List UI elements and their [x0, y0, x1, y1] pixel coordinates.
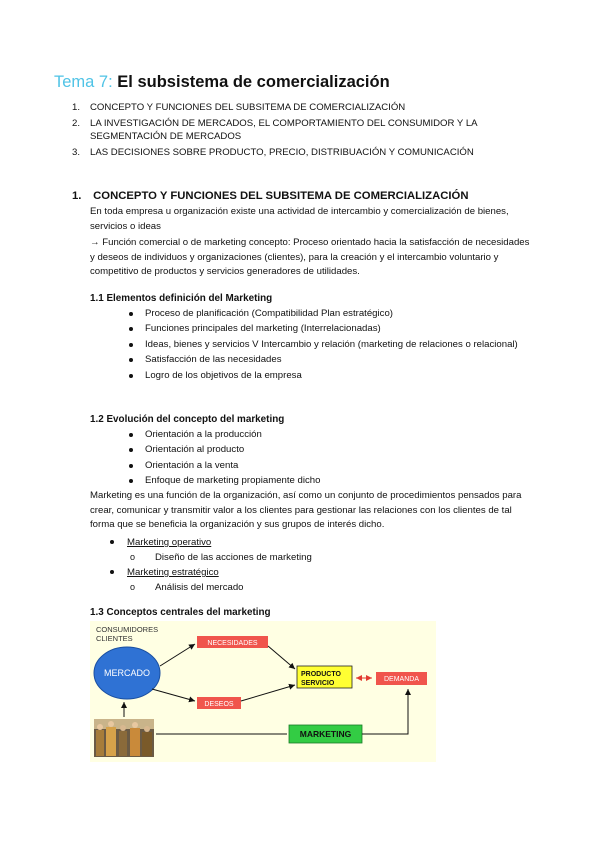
diagram-svg [90, 621, 436, 762]
subsection-heading-1-1: 1.1 Elementos definición del Marketing [90, 293, 273, 304]
marketing-type-label: Marketing operativo [127, 537, 212, 548]
toc-text: LA INVESTIGACIÓN DE MERCADOS, EL COMPORTAMIENTO DEL CONSUMIDOR Y LA SEGMENTACIÓN DE MERCADOS [90, 117, 478, 142]
page-title [54, 73, 390, 92]
title-text: El subsistema de comercialización [117, 73, 390, 91]
subsection-heading-1-3: 1.3 Conceptos centrales del marketing [90, 607, 271, 618]
necesidades-label: NECESIDADES [207, 640, 258, 647]
bullet-icon [129, 448, 133, 452]
crowd-photo [94, 719, 154, 757]
toc-item [72, 101, 542, 115]
list-item-text: Proceso de planificación (Compatibilidad Plan estratégico) [145, 308, 393, 319]
list-item-text: Orientación al producto [145, 444, 245, 456]
list-item [108, 565, 508, 580]
servicio-label: SERVICIO [301, 680, 335, 687]
bullet-icon [129, 433, 133, 437]
toc-number: 1. [72, 102, 81, 113]
bullet-icon [110, 570, 114, 574]
bullet-icon [129, 312, 133, 316]
list-item [127, 459, 527, 474]
list-item [108, 535, 508, 550]
sub-bullet-icon: o [130, 552, 136, 562]
list-item-text: Satisfacción de las necesidades [145, 354, 282, 366]
toc-item [72, 117, 542, 144]
list-item [127, 443, 527, 458]
arrow-mercado-deseos [152, 689, 195, 701]
mercado-label: MERCADO [103, 668, 151, 678]
bullet-icon [129, 464, 133, 468]
list-item-text: Orientación a la producción [145, 429, 262, 440]
sub-list-item-text: Diseño de las acciones de marketing [155, 552, 312, 563]
producto-label: PRODUCTO [301, 671, 341, 678]
list-item [127, 353, 527, 368]
list-item-text: Ideas, bienes y servicios V Intercambio y relación (marketing de relaciones o relacional) [145, 338, 518, 350]
subsection-heading-1-2: 1.2 Evolución del concepto del marketing [90, 414, 285, 425]
list-item [127, 428, 527, 443]
bullet-icon [129, 374, 133, 378]
bullet-icon [129, 479, 133, 483]
evolution-list [127, 428, 527, 490]
section-number: 1. [72, 190, 82, 202]
marketing-types-list [108, 535, 508, 595]
arrow-deseos-producto [241, 685, 295, 701]
list-item [127, 307, 527, 322]
bullet-icon [129, 327, 133, 331]
sub-list-item-text: Análisis del mercado [155, 582, 244, 593]
bullet-icon [129, 343, 133, 347]
marketing-definition-paragraph: Marketing es una función de la organización, así como un conjunto de procedimientos pensados para crear, comunicar y transmitir valor a los clientes para gestionar las relaciones con los clientes de tal forma que se beneficia la organización y sus grupos de interés dicho. [90, 490, 522, 531]
bullet-icon [110, 540, 114, 544]
list-item [127, 369, 527, 384]
list-item-text: Enfoque de marketing propiamente dicho [145, 475, 321, 487]
consumers-label: CONSUMIDORES [96, 625, 159, 634]
sub-list-item [108, 580, 508, 595]
intro-paragraph: En toda empresa u organización existe una actividad de intercambio y comercialización de bienes, servicios o ideas [90, 206, 509, 232]
list-item-text: Logro de los objetivos de la empresa [145, 369, 302, 381]
list-item [127, 474, 527, 489]
arrow-necesidades-producto [268, 646, 295, 669]
clients-label: CLIENTES [96, 634, 133, 643]
arrow-mercado-necesidades [160, 644, 195, 666]
bullet-icon [129, 358, 133, 362]
toc-text: LAS DECISIONES SOBRE PRODUCTO, PRECIO, DISTRIBUACIÓN Y COMUNICACIÓN [90, 146, 474, 158]
list-item [127, 338, 527, 353]
deseos-label: DESEOS [204, 701, 234, 708]
toc-number: 2. [72, 117, 81, 129]
toc-number: 3. [72, 146, 81, 158]
list-item-text: Orientación a la venta [145, 459, 239, 471]
section-heading [72, 190, 468, 202]
title-prefix: Tema 7: [54, 73, 113, 91]
sub-list-item [108, 550, 508, 565]
definition-paragraph: → Función comercial o de marketing concepto: Proceso orientado hacia la satisfacción de necesidades y deseos de individuos y organizaciones (clientes), para la creación y el intercambio voluntario y competitivo de productos y servicios generadores de utilidades. [90, 237, 530, 278]
arrow-marketing-demanda [362, 689, 408, 734]
elements-list [127, 307, 527, 384]
demanda-label: DEMANDA [383, 676, 420, 683]
marketing-label: MARKETING [299, 729, 352, 739]
table-of-contents [72, 101, 542, 161]
marketing-concepts-diagram [90, 621, 436, 762]
toc-text: CONCEPTO Y FUNCIONES DEL SUBSITEMA DE COMERCIALIZACIÓN [90, 102, 406, 113]
sub-bullet-icon: o [130, 582, 136, 592]
list-item [127, 322, 527, 337]
list-item-text: Funciones principales del marketing (Interrelacionadas) [145, 323, 381, 335]
marketing-type-label: Marketing estratégico [127, 567, 219, 578]
toc-item [72, 146, 542, 160]
section-title: CONCEPTO Y FUNCIONES DEL SUBSITEMA DE COMERCIALIZACIÓN [93, 190, 469, 202]
